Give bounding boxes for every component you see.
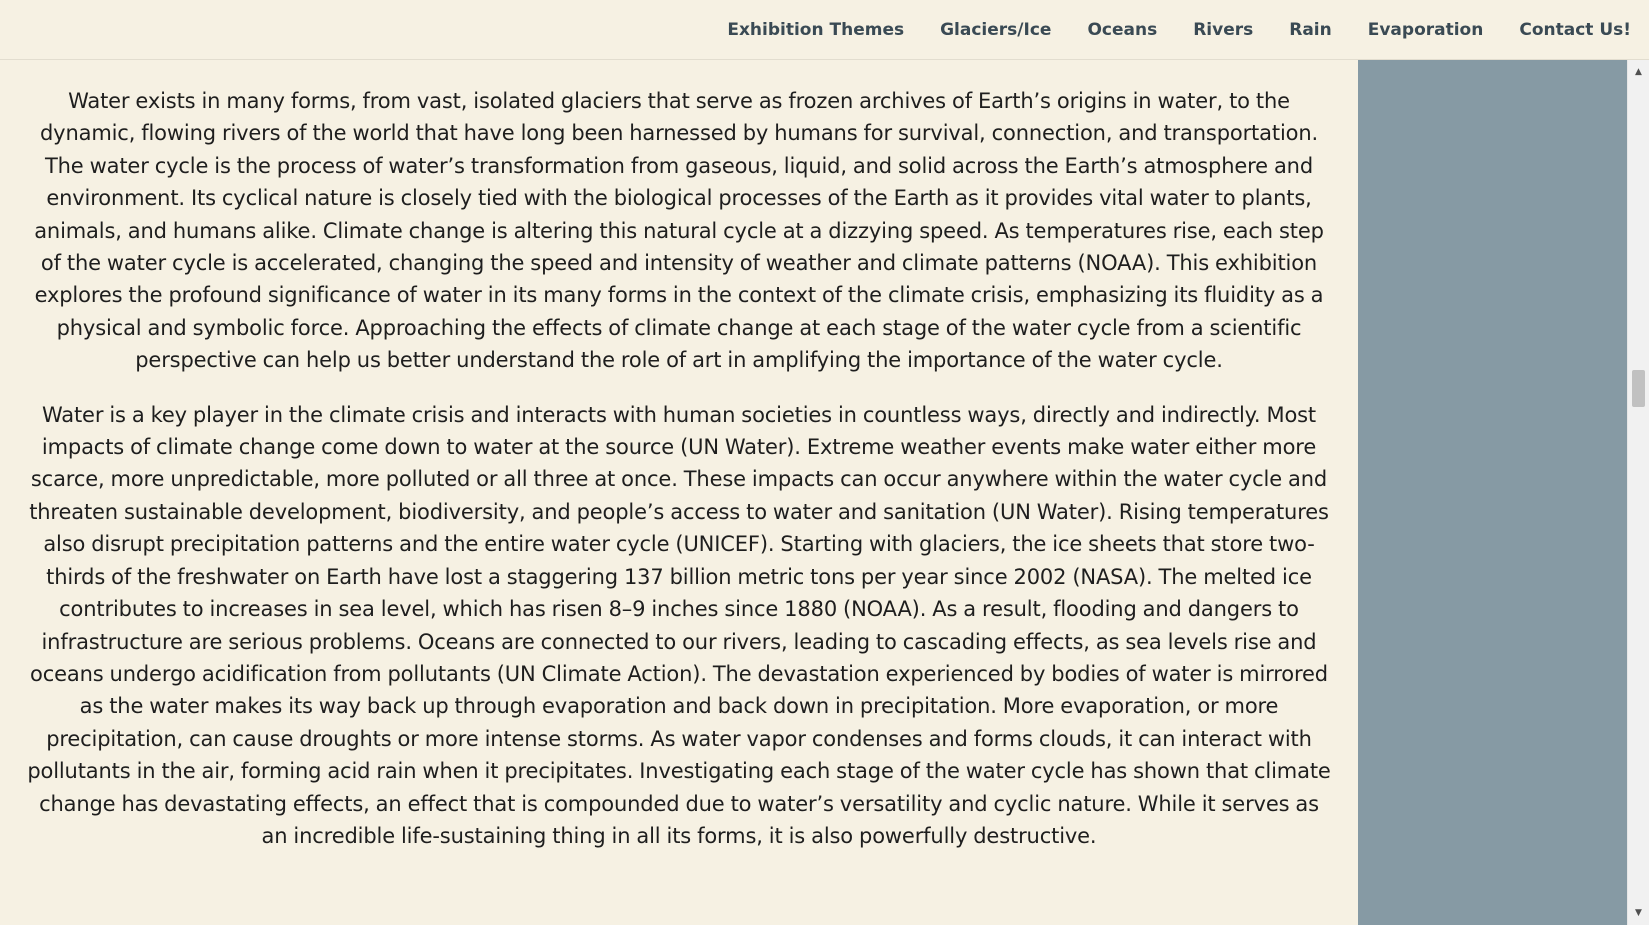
nav-list xyxy=(727,0,1631,60)
nav-link-rivers[interactable]: Rivers xyxy=(1193,20,1254,40)
nav-item-contact-us xyxy=(1519,20,1631,40)
intro-paragraph: Water exists in many forms, from vast, isolated glaciers that serve as frozen archives of Earth’s origins in water, to the dynamic, flowing rivers of the world that have long been harnessed by humans for survival, connection, and transportation. The water cycle is the process of water’s transformation from gaseous, liquid, and solid across the Earth’s atmosphere and environment. Its cyclical nature is closely tied with the biological processes of the Earth as it provides vital water to plants, animals, and humans alike. Climate change is altering this natural cycle at a dizzying speed. As temperatures rise, each step of the water cycle is accelerated, changing the speed and intensity of weather and climate patterns (NOAA). This exhibition explores the profound significance of water in its many forms in the context of the climate crisis, emphasizing its fluidity as a physical and symbolic force. Approaching the effects of climate change at each stage of the water cycle from a scientific perspective can help us better understand the role of art in amplifying the importance of the water cycle. xyxy=(34,89,1324,373)
triangle-up-icon[interactable]: ▲ xyxy=(1635,67,1642,77)
scrollbar-thumb[interactable] xyxy=(1632,370,1645,407)
nav-link-rain[interactable]: Rain xyxy=(1289,20,1332,40)
nav-link-contact-us[interactable]: Contact Us! xyxy=(1519,20,1631,40)
main-content xyxy=(0,60,1358,925)
nav-item-rivers xyxy=(1193,20,1253,40)
nav-item-exhibition-themes xyxy=(727,20,904,40)
top-navigation xyxy=(0,0,1649,60)
vertical-scrollbar[interactable] xyxy=(1627,60,1649,925)
climate-paragraph: Water is a key player in the climate crisis and interacts with human societies in countless ways, directly and indirectly. Most impacts of climate change come down to water at the source (UN Water). Extreme weather events make water either more scarce, more unpredictable, more polluted or all three at once. These impacts can occur anywhere within the water cycle and threaten sustainable development, biodiversity, and people’s access to water and sanitation (UN Water). Rising temperatures also disrupt precipitation patterns and the entire water cycle (UNICEF). Starting with glaciers, the ice sheets that store two-thirds of the freshwater on Earth have lost a staggering 137 billion metric tons per year since 2002 (NASA). The melted ice contributes to increases in sea level, which has risen 8–9 inches since 1880 (NOAA). As a result, flooding and dangers to infrastructure are serious problems. Oceans are connected to our rivers, leading to cascading effects, as sea levels rise and oceans undergo acidification from pollutants (UN Climate Action). The devastation experienced by bodies of water is mirrored as the water makes its way back up through evaporation and back down in precipitation. More evaporation, or more precipitation, can cause droughts or more intense storms. As water vapor condenses and forms clouds, it can interact with pollutants in the air, forming acid rain when it precipitates. Investigating each stage of the water cycle has shown that climate change has devastating effects, an effect that is compounded due to water’s versatility and cyclic nature. While it serves as an incredible life-sustaining thing in all its forms, it is also powerfully destructive. xyxy=(27,402,1331,848)
nav-item-evaporation xyxy=(1368,20,1484,40)
nav-link-glaciers-ice[interactable]: Glaciers/Ice xyxy=(940,20,1052,40)
triangle-down-icon[interactable]: ▼ xyxy=(1635,908,1642,918)
nav-item-rain xyxy=(1289,20,1332,40)
nav-link-exhibition-themes[interactable]: Exhibition Themes xyxy=(727,20,905,40)
nav-item-glaciers-ice xyxy=(940,20,1051,40)
nav-link-oceans[interactable]: Oceans xyxy=(1087,20,1158,40)
nav-item-oceans xyxy=(1087,20,1157,40)
nav-link-evaporation[interactable]: Evaporation xyxy=(1367,20,1484,40)
side-panel xyxy=(1358,60,1627,925)
